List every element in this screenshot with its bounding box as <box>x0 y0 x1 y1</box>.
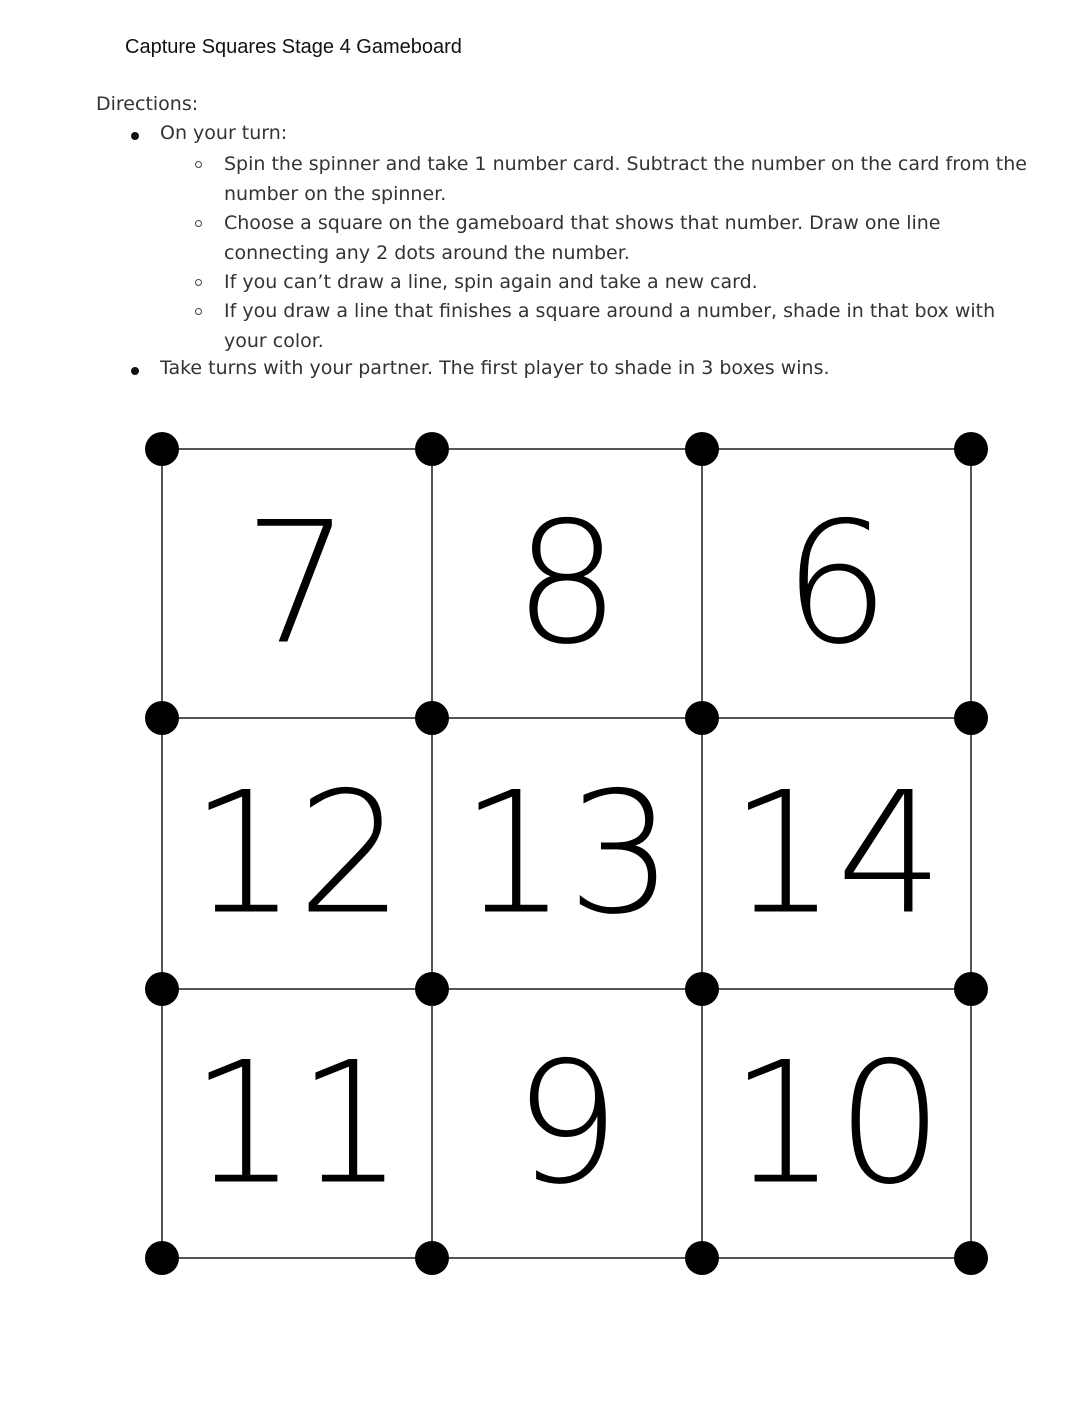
on-your-turn-label: On your turn: <box>160 122 288 144</box>
grid-dot <box>415 432 449 466</box>
board-square-number: 8 <box>513 485 621 682</box>
step-2: Choose a square on the gameboard that shows that number. Draw one line connecting any 2 dots around the number. <box>224 212 941 264</box>
board-square-number: 14 <box>729 755 944 952</box>
grid-dot <box>954 432 988 466</box>
grid-numbers <box>190 486 943 1222</box>
page-title: Capture Squares Stage 4 Gameboard <box>125 36 462 58</box>
grid-dot <box>954 701 988 735</box>
step-1: Spin the spinner and take 1 number card. Subtract the number on the card from the number on the spinner. <box>224 153 1027 205</box>
board-square-number: 13 <box>460 755 674 952</box>
grid-dot <box>145 1241 179 1275</box>
grid-dot <box>685 972 719 1006</box>
board-square-number: 11 <box>190 1025 404 1222</box>
grid-dot <box>954 1241 988 1275</box>
grid-dot <box>415 701 449 735</box>
grid-dot <box>685 1241 719 1275</box>
grid-dot <box>685 701 719 735</box>
grid-dot <box>145 432 179 466</box>
directions-heading: Directions: <box>96 93 199 115</box>
grid-dot <box>415 1241 449 1275</box>
board-square-number: 10 <box>729 1025 944 1222</box>
step-4: If you draw a line that finishes a square around a number, shade in that box with your color. <box>224 300 996 352</box>
board-square-number: 12 <box>190 755 404 952</box>
board-square-number: 9 <box>513 1025 621 1222</box>
final-rule: Take turns with your partner. The first player to shade in 3 boxes wins. <box>160 357 830 379</box>
step-3: If you can’t draw a line, spin again and take a new card. <box>224 271 758 293</box>
grid-dot <box>145 701 179 735</box>
grid-dot <box>954 972 988 1006</box>
grid-dot <box>685 432 719 466</box>
board-square-number: 7 <box>243 485 351 682</box>
grid-dot <box>415 972 449 1006</box>
board-square-number: 6 <box>783 485 890 682</box>
grid-dot <box>145 972 179 1006</box>
